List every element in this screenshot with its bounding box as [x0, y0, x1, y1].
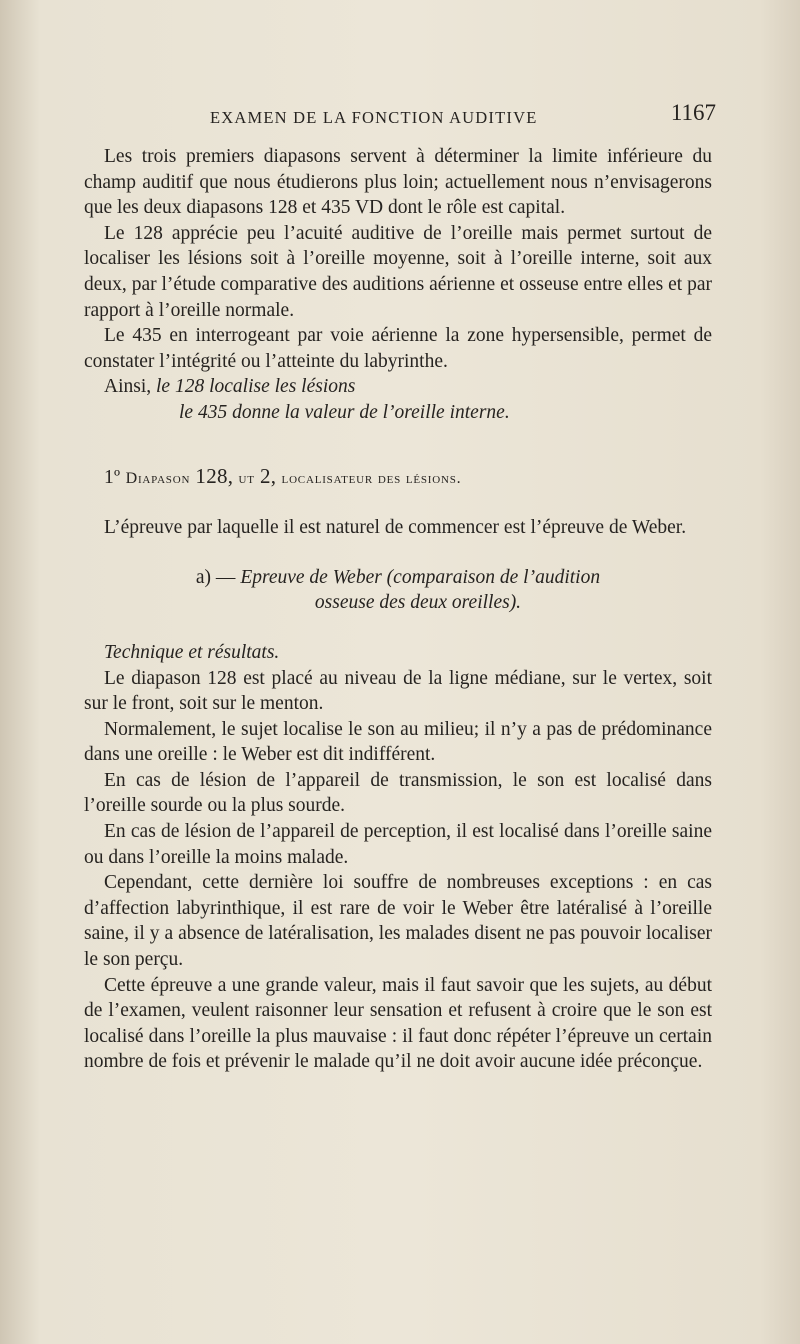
summary-lead: Ainsi,	[104, 376, 152, 398]
summary-line-2: le 435 donne la valeur de l’oreille interne.	[179, 401, 510, 423]
summary-text-1: le 128 localise les lésions	[156, 376, 356, 398]
page-body	[84, 144, 712, 1075]
technique-paragraph-4: En cas de lésion de l’appareil de perception, il est localisé dans l’oreille saine ou dans l’oreille la moins malade.	[84, 821, 712, 868]
technique-paragraph-5: Cependant, cette dernière loi souffre de nombreuses exceptions : en cas d’affection labyrinthique, il est rare de voir le Weber être latéralisé à l’oreille saine, il y a absence de latéralisation, les malades disent ne pas pouvoir localiser le son perçu.	[84, 872, 712, 971]
summary-block	[84, 374, 712, 425]
section-number: 1º	[104, 466, 121, 488]
section-value-a: 128,	[195, 463, 234, 488]
technique-paragraph-3: En cas de lésion de l’appareil de transmission, le son est localisé dans l’oreille sourde ou la plus sourde.	[84, 769, 712, 817]
page-number: 1167	[670, 100, 716, 125]
sub-heading-line-2: osseuse des deux oreilles).	[314, 592, 522, 614]
technique-paragraph-6: Cette épreuve a une grande valeur, mais il faut savoir que les sujets, au début de l’examen, veulent raisonner leur sensation et refusent à croire que le son est localisé dans l’oreille la plus mauvaise : il faut donc répéter l’épreuve un certain nombre de fois et prévenir le malade qu’il ne doit avoir aucune idée préconçue.	[84, 974, 712, 1073]
section-label-c: localisateur des lésions.	[281, 469, 462, 487]
running-title: EXAMEN DE LA FONCTION AUDITIVE	[210, 108, 538, 127]
sub-heading	[84, 565, 712, 616]
sub-heading-prefix: a) —	[195, 566, 236, 588]
page-header	[108, 100, 716, 134]
paragraph-3: Le 435 en interrogeant par voie aérienne la zone hypersensible, permet de constater l’intégrité ou l’atteinte du labyrinthe.	[84, 325, 712, 372]
summary-line-1	[84, 374, 712, 400]
technique-paragraph-1: Le diapason 128 est placé au niveau de la ligne médiane, sur le vertex, soit sur le front, soit sur le menton.	[84, 667, 712, 715]
section-label-a: Diapason	[125, 469, 191, 487]
sub-heading-line-1: Epreuve de Weber (comparaison de l’audition	[240, 566, 601, 588]
section-label-b: ut	[238, 469, 255, 487]
paragraph-2: Le 128 apprécie peu l’acuité auditive de l’oreille mais permet surtout de localiser les lésions soit à l’oreille moyenne, soit à l’oreille interne, soit aux deux, par l’étude comparative des auditions aérienne et osseuse entre elles et par rapport à l’oreille normale.	[84, 222, 712, 321]
section-heading	[104, 464, 712, 492]
technique-heading: Technique et résultats.	[104, 641, 280, 663]
intro-paragraph: L’épreuve par laquelle il est naturel de commencer est l’épreuve de Weber.	[104, 517, 687, 539]
paragraph-1: Les trois premiers diapasons servent à déterminer la limite inférieure du champ auditif que nous étudierons plus loin; actuellement nous n’envisagerons que les deux diapasons 128 et 435 VD dont le rôle est capital.	[84, 146, 712, 219]
section-value-b: 2,	[260, 463, 277, 488]
technique-paragraph-2: Normalement, le sujet localise le son au milieu; il n’y a pas de prédominance dans une oreille : le Weber est dit indifférent.	[84, 718, 712, 766]
